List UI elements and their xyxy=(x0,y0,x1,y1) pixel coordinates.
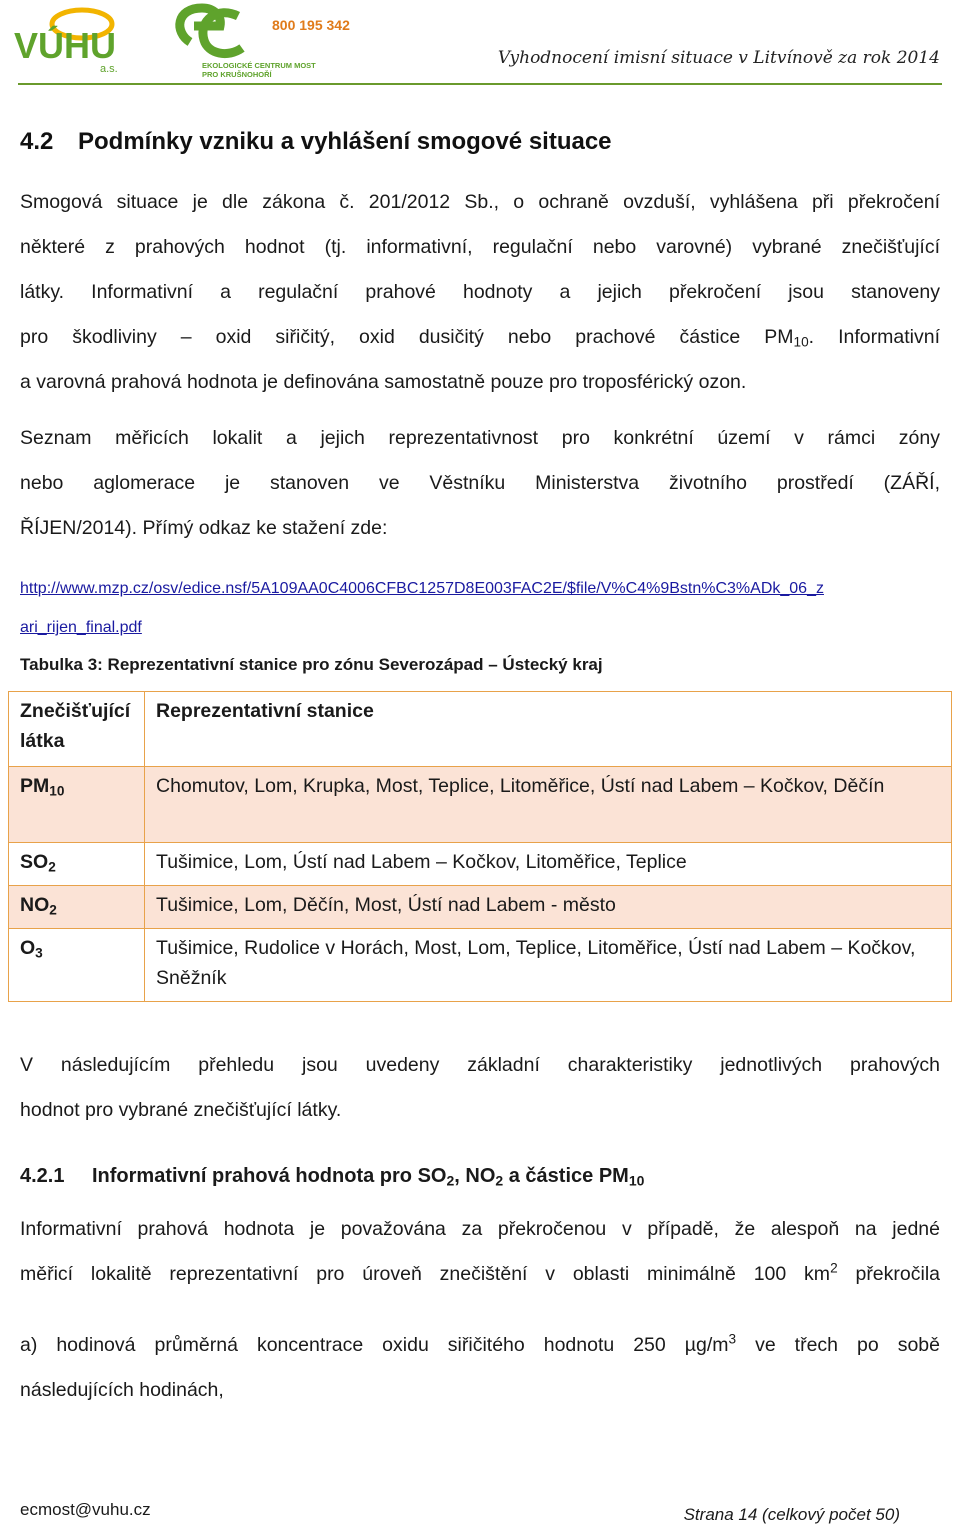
text-run: . Informativní xyxy=(808,326,940,348)
vuhu-logo xyxy=(12,6,132,76)
table-row xyxy=(9,843,952,886)
table-row xyxy=(9,929,952,1002)
text-line: některé z prahových hodnot (tj. informativní, regulační nebo varovné) vybrané znečišťující xyxy=(20,236,940,258)
stations-table xyxy=(8,691,952,1002)
text-line: V následujícím přehledu jsou uvedeny základní charakteristiky jednotlivých prahových xyxy=(20,1054,940,1076)
text-line xyxy=(20,315,940,360)
text-line: hodnot pro vybrané znečišťující látky. xyxy=(20,1099,342,1121)
paragraph-threshold xyxy=(20,1207,940,1297)
table-caption: Tabulka 3: Reprezentativní stanice pro zónu Severozápad – Ústecký kraj xyxy=(20,655,603,674)
ec-logo xyxy=(168,2,363,80)
paragraph-overview xyxy=(20,1043,940,1133)
footer-page-number: Strana 14 (celkový počet 50) xyxy=(683,1505,900,1524)
pollutant-cell: $SO_2$ xyxy=(9,843,145,886)
paragraph-smog-definition xyxy=(20,180,940,405)
section-title: Podmínky vzniku a vyhlášení smogové situace xyxy=(78,128,612,155)
text-line: a varovná prahová hodnota je definována samostatně pouze pro troposférický ozon. xyxy=(20,371,747,393)
text-line: Seznam měřicích lokalit a jejich reprezentativnost pro konkrétní území v rámci zóny xyxy=(20,427,940,449)
vuhu-logo-text: VÚHU xyxy=(14,25,117,66)
text-line: látky. Informativní a regulační prahové hodnoty a jejich překročení jsou stanoveny xyxy=(20,281,940,303)
pollutant-cell: $PM_{10}$ xyxy=(9,767,145,843)
table-row xyxy=(9,767,952,843)
pollutant-cell: $O_3$ xyxy=(9,929,145,1002)
download-link-block xyxy=(20,569,950,647)
ec-logo-line1: EKOLOGICKÉ CENTRUM MOST xyxy=(202,61,316,70)
section-heading xyxy=(20,128,612,156)
document-header-title: Vyhodnocení imisní situace v Litvínově za rok 2014 xyxy=(497,48,940,68)
text-line: Informativní prahová hodnota je považována za překročenou v případě, že alespoň na jedné xyxy=(20,1218,940,1240)
link-line[interactable]: ari_rijen_final.pdf xyxy=(20,619,142,636)
ec-logo-line2: PRO KRUŠNOHOŘÍ xyxy=(202,70,272,79)
subscript: 10 xyxy=(793,334,809,350)
stations-cell: Tušimice, Lom, Ústí nad Labem – Kočkov, Litoměřice, Teplice xyxy=(145,843,952,886)
footer-email: ecmost@vuhu.cz xyxy=(20,1500,151,1519)
text-line: a) hodinová průměrná koncentrace oxidu siřičitého hodnotu 250 $\mu g/m^3$ ve třech po sobě xyxy=(20,1331,940,1356)
paragraph-condition-a xyxy=(20,1323,940,1413)
download-link[interactable] xyxy=(20,569,950,647)
ec-logo-phone: 800 195 342 xyxy=(272,17,350,33)
text-line: následujících hodinách, xyxy=(20,1379,224,1401)
link-line[interactable]: http://www.mzp.cz/osv/edice.nsf/5A109AA0C4006CFBC1257D8E003FAC2E/$file/V%C4%9Bstn%C3%ADk_06_z xyxy=(20,580,824,597)
text-line: ŘÍJEN/2014). Přímý odkaz ke stažení zde: xyxy=(20,517,388,539)
text-line: měřicí lokalitě reprezentativní pro úroveň znečištění v oblasti minimálně 100 $km^2$ překročila xyxy=(20,1260,941,1285)
subsection-heading: 4.2.1 Informativní prahová hodnota pro $SO_2$, $NO_2$ a částice $PM_{10}$ xyxy=(20,1165,645,1189)
table-header-pollutant: Znečišťující látka xyxy=(9,692,145,767)
table-header-stations: Reprezentativní stanice xyxy=(145,692,952,767)
text-run: pro škodliviny – oxid siřičitý, oxid dusičitý nebo prachové částice PM xyxy=(20,326,794,348)
text-line: Smogová situace je dle zákona č. 201/2012 Sb., o ochraně ovzduší, vyhlášena při překročení xyxy=(20,191,940,213)
stations-cell: Chomutov, Lom, Krupka, Most, Teplice, Litoměřice, Ústí nad Labem – Kočkov, Děčín xyxy=(145,767,952,843)
table-header-row xyxy=(9,692,952,767)
subsection-number: 4.2.1 xyxy=(20,1165,65,1187)
table-row xyxy=(9,886,952,929)
header-divider xyxy=(18,83,942,85)
vuhu-logo-sub: a.s. xyxy=(100,63,118,75)
paragraph-station-list xyxy=(20,416,940,551)
section-number: 4.2 xyxy=(20,128,54,155)
stations-cell: Tušimice, Rudolice v Horách, Most, Lom, Teplice, Litoměřice, Ústí nad Labem – Kočkov, Sněžník xyxy=(145,929,952,1002)
text-line: nebo aglomerace je stanoven ve Věstníku Ministerstva životního prostředí (ZÁŘÍ, xyxy=(20,472,940,494)
stations-cell: Tušimice, Lom, Děčín, Most, Ústí nad Labem - město xyxy=(145,886,952,929)
pollutant-cell: $NO_2$ xyxy=(9,886,145,929)
